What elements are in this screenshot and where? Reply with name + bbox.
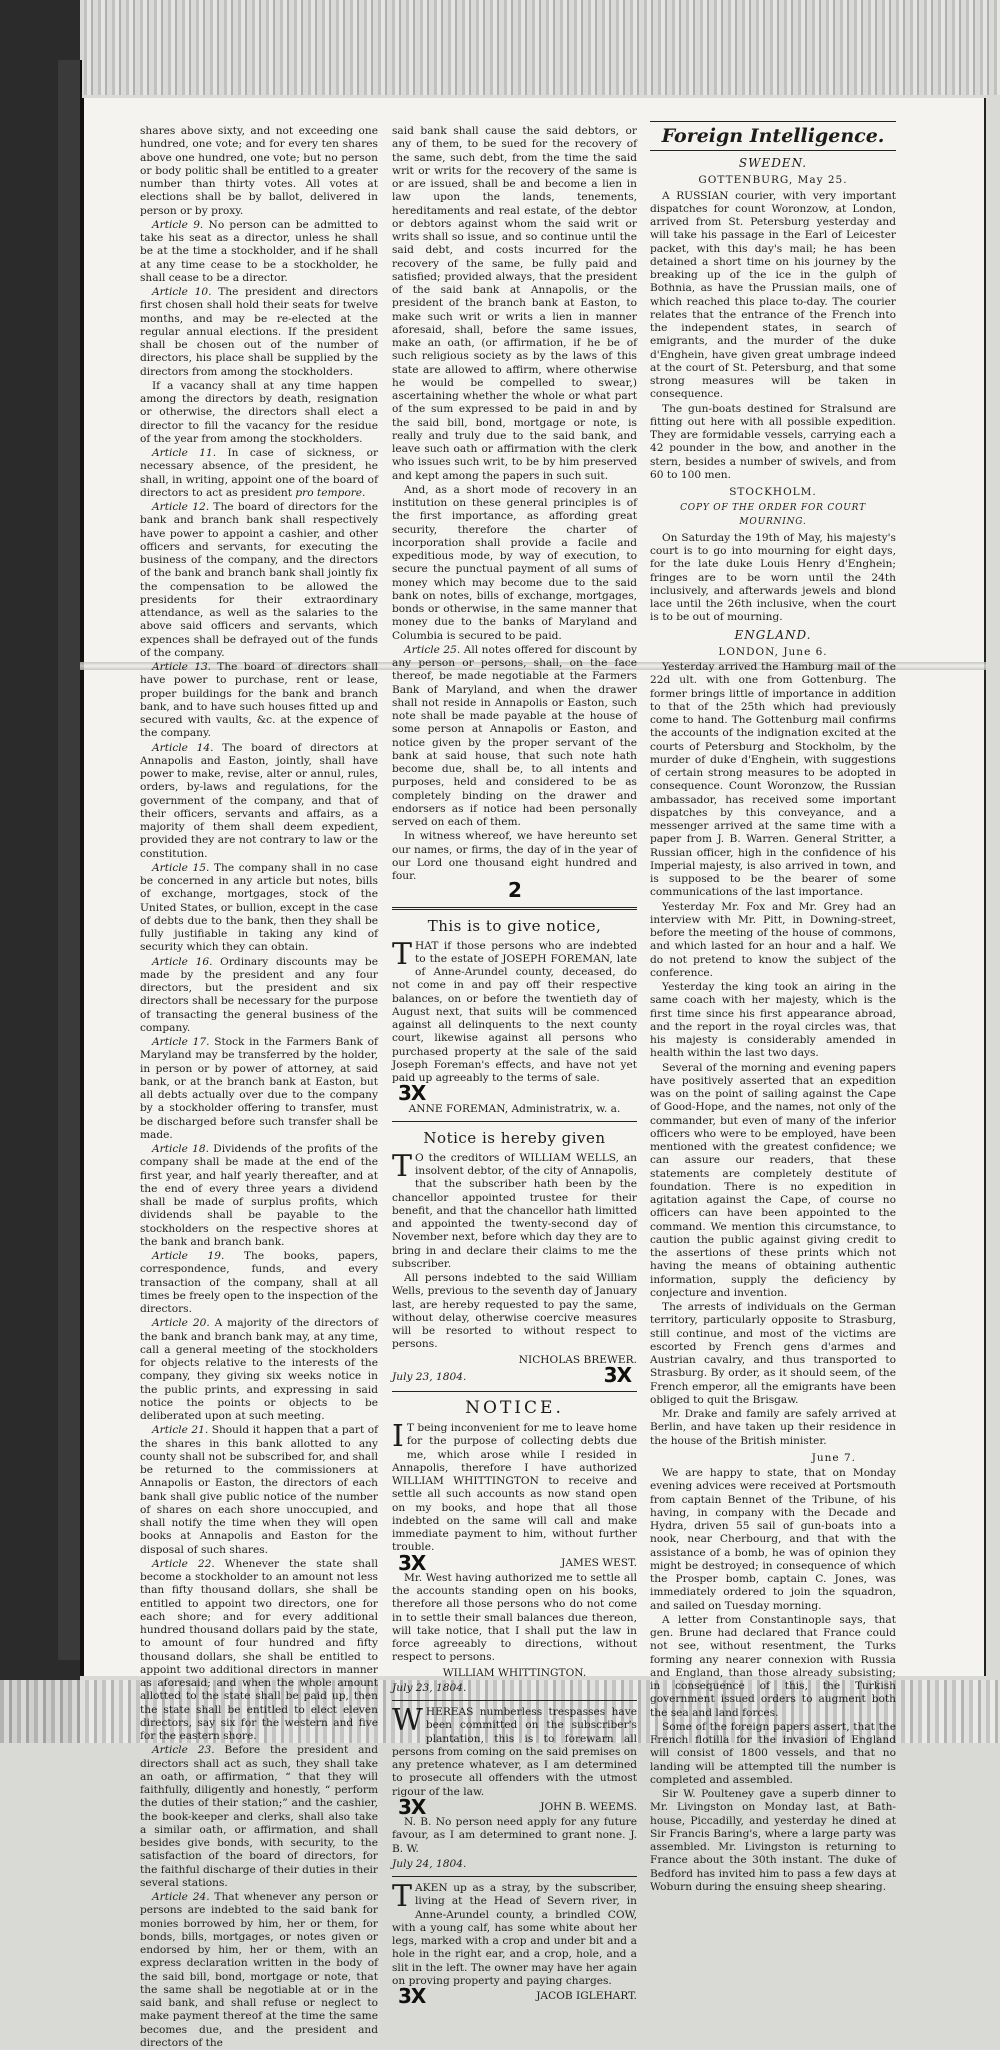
paragraph: A RUSSIAN courier, with very important dispatches for count Woronzow, at London, arrived from St. Petersburg yesterday and will take his passage in the Earl of Leicester packet, with this day's mail; he has been detained a short time on his journey by the breaking up of the ice in the gulph of Bothnia, as have the Prussian mails, one of which reached this place to-day. The courier relates that the entrance of the French into the independent states, in search of emigrants, and the murder of the duke d'Enghein, have given great umbrage indeed at the court of St. Petersburg, and that some strong measures will be taken in consequence. bbox=[650, 189, 896, 401]
divider bbox=[392, 1876, 637, 1877]
signature-row bbox=[392, 1362, 637, 1387]
paragraph: On Saturday the 19th of May, his majesty's court is to go into mourning for eight days, for the late duke Louis Henry d'Enghein; fringes are to be worn until the 24th inclusively, and afterwards jewels and blond lace until the 26th inclusive, when the court is to be out of mourning. bbox=[650, 531, 896, 624]
signature-row bbox=[392, 1081, 637, 1106]
article-19: Article 19. The books, papers, correspondence, funds, and every transaction of the company, shall at all times be freely open to the inspection of the directors. bbox=[140, 1250, 379, 1315]
article-25: Article 25. All notes offered for discount by any person or persons, shall, on the face thereof, be made negotiable at the Farmers Bank of Maryland, and when the drawer shall not reside in Annapolis or Easton, such note shall be made payable at the house of some person at Annapolis or Easton, and notice given by the proper servant of the bank at said house, that such note hath become due, shall be, to all intents and purposes, held and considered to be as completely binding on the drawer and endorsers as if notice had been personally served on each of them. bbox=[392, 643, 637, 828]
handwritten-mark: 3X bbox=[398, 1081, 426, 1106]
paragraph: The arrests of individuals on the German territory, particularly opposite to Strasburg, still continue, and most of the victims are escorted by French gens d'armes and Austrian cavalry, and thus transported to Strasburg. By order, as it should seem, of the French emperor, all the emigrants have been obliged to quit the Brisgaw. bbox=[650, 1301, 896, 1406]
paragraph: Yesterday arrived the Hamburg mail of the 22d ult. with one from Gottenburg. The former brings little of importance in addition to that of the 25th which had previously come to hand. The Gottenburg mail confirms the accounts of the indignation excited at the courts of Petersburg and Stockholm, by the murder of duke d'Enghein, with suggestions of certain strong measures to be adopted in consequence. Count Woronzow, the Russian ambassador, has received some important dispatches by this conveyance, and a messenger arrived at the same time with a paper from J. B. Warren. General Stritter, a Russian officer, high in the confidence of his Imperial majesty, is also arrived in town, and is supposed to be the bearer of some communications of the last importance. bbox=[650, 661, 896, 899]
column-notices bbox=[392, 125, 637, 2008]
article-11: Article 11. In case of sickness, or necessary absence, of the president, he shall, in writing, appoint one of the board of directors to act as president pro tempore. bbox=[140, 447, 379, 499]
paragraph: Mr. West having authorized me to settle all the accounts standing open on his books, therefore all those persons who do not come in to settle their small balances due thereon, will take notice, that I shall put the law in force agreeably to directions, without respect to persons. bbox=[392, 1571, 637, 1664]
paragraph: And, as a short mode of recovery in an institution on these general principles is of the first importance, as affording great security, therefore the charter of incorporation shall provide a facile and expeditious mode, by way of execution, to secure the punctual payment of all sums of money which may become due to the said bank on notes, bills of exchange, mortgages, bonds or otherwise, in the same manner that money due to the banks of Maryland and Columbia is secured to be paid. bbox=[392, 483, 637, 642]
handwritten-mark: 3X bbox=[398, 1550, 426, 1575]
article-23: Article 23. Before the president and directors shall act as such, they shall take an oath, or affirmation, “ that they will faithfully, diligently and honestly, “ perform the duties of their station;” and the cashier, the book-keeper and clerks, shall also take a similar oath, or affirmation, and shall besides give bonds, with security, to the satisfaction of the board of directors, for the faithful discharge of their duties in their several stations. bbox=[140, 1744, 379, 1889]
article-17: Article 17. Stock in the Farmers Bank of Maryland may be transferred by the holder, in person or by power of attorney, at said bank, or at the branch bank at Easton, but all debts actually over due to the company by a stockholder offering to transfer, must be discharged before such transfer shall be made. bbox=[140, 1036, 378, 1141]
article-9: Article 9. No person can be admitted to take his seat as a director, unless he shall be at the time a stockholder, and if he shall at any time cease to be a stockholder, he shall cease to be a director. bbox=[140, 218, 378, 284]
notice-title: Notice is hereby given bbox=[423, 1128, 606, 1147]
notice-weems: WHEREAS numberless trespasses have been committed on the subscriber's plantation, this is to forewarn all persons from coming on the said premises on any pretence whatever, as I am determined to prosecute all offenders with the utmost rigour of the law. bbox=[392, 1703, 637, 1798]
notice-foreman: THAT if those persons who are indebted to the estate of JOSEPH FOREMAN, late of Anne-Arundel county, deceased, do not come in and pay off their respective balances, on or before the twentieth day of August next, that suits will be commenced against all delinquents to the next county court, likewise against all persons who purchased property at the sale of the said Joseph Foreman's effects, and have not yet paid up agreeably to the terms of sale. bbox=[392, 936, 637, 1084]
signature: WILLIAM WHITTINGTON. bbox=[442, 1666, 587, 1679]
signature-row bbox=[392, 1984, 637, 2008]
paragraph: shares above sixty, and not exceeding one hundred, one vote; and for every ten shares above one hundred, one vote; but no person or body politic shall be entitled to a greater number than thirty votes. All votes at elections shall be by ballot, delivered in person or by proxy. bbox=[140, 125, 378, 217]
subheading: COPY OF THE ORDER FOR COURT MOURNING. bbox=[680, 503, 866, 527]
place-dateline: LONDON, June 6. bbox=[718, 645, 828, 658]
paragraph: Mr. Drake and family are safely arrived at Berlin, and have taken up their residence in the house of the British minister. bbox=[650, 1408, 896, 1447]
signature: JACOB IGLEHART. bbox=[536, 1990, 637, 2002]
article-13: Article 13. The board of directors shall have power to purchase, rent or lease, proper buildings for the bank and branch bank, and to have such houses fitted up and secured with vaults, &c. at the expence of the company. bbox=[140, 661, 378, 740]
place-dateline: GOTTENBURG, May 25. bbox=[698, 174, 848, 187]
article-18: Article 18. Dividends of the profits of the company shall be made at the end of the first year, and half yearly thereafter, and at the end of every three years a dividend shall be made of surplus profits, which dividends shall be payable to the stockholders on the respective shores at the bank and branch bank. bbox=[140, 1143, 379, 1248]
signature: JAMES WEST. bbox=[561, 1556, 637, 1569]
divider bbox=[392, 1700, 637, 1701]
signature: NICHOLAS BREWER. bbox=[518, 1353, 637, 1366]
dateline: July 23, 1804. bbox=[392, 1370, 467, 1383]
article-10: Article 10. The president and directors first chosen shall hold their seats for twelve months, and may be re-elected at the regular annual elections. If the president shall be chosen out of the number of directors, his place shall be supplied by the directors from among the stockholders. bbox=[140, 286, 379, 378]
article-12: Article 12. The board of directors for the bank and branch bank shall respectively have power to appoint a cashier, and other officers and servants, for executing the business of the company, and the directors of the bank and branch bank shall jointly fix the compensation to be allowed the presidents for their extraordinary attendance, as well as the salaries to the above said officers and servants, which expences shall be defrayed out of the funds of the company. bbox=[140, 501, 378, 659]
notice-iglehart: TAKEN up as a stray, by the subscriber, living at the Head of Severn river, in Anne-Arundel county, a brindled COW, with a young calf, has some white about her legs, marked with a crop and under bit and a hole in the right ear, and a crop, hole, and a slit in the left. The owner may have her again on proving property and paying charges. bbox=[392, 1879, 637, 1987]
article-15: Article 15. The company shall in no case be concerned in any article but notes, bills of exchange, mortgages, stock of the United States, or bullion, except in the case of debts due to the bank, then they shall be fully justifiable in taking any kind of security which they can obtain. bbox=[140, 861, 378, 954]
paragraph: Yesterday the king took an airing in the same coach with her majesty, which is the first time since his first appearance abroad, and the report in the royal circles was, that his majesty is considerably amended in health within the last two days. bbox=[650, 981, 896, 1060]
notice-west: I T being inconvenient for me to leave home for the purpose of collecting debts due me, which arose while I resided in Annapolis, therefore I have authorized WILLIAM WHITTINGTON to receive and settle all such accounts as now stand open on my books, and hope that all those indebted on the same will call and make immediate payment to him, without further trouble. bbox=[392, 1419, 637, 1554]
paragraph: The gun-boats destined for Stralsund are fitting out here with all possible expedition. They are formidable vessels, carrying each a 42 pounder in the bow, and another in the stern, besides a number of swivels, and from 60 to 100 men. bbox=[650, 402, 896, 481]
handwritten-mark: 3X bbox=[398, 1984, 426, 2008]
scan-border-top bbox=[0, 0, 1000, 95]
signature: JOHN B. WEEMS. bbox=[540, 1800, 637, 1813]
paragraph: Sir W. Poulteney gave a superb dinner to Mr. Livingston on Monday last, at Bath-house, Piccadilly, and yesterday he dined at Sir Francis Baring's, where a large party was assembled. Mr. Livingston is returning to France about the 30th instant. The duke of Bedford has invited him to pass a few days at Woburn during the ensuing sheep shearing. bbox=[650, 1788, 896, 1893]
dateline: July 24, 1804. bbox=[392, 1857, 467, 1870]
divider bbox=[392, 907, 637, 910]
paragraph: N. B. No person need apply for any future favour, as I am determined to grant none. J. B. W. bbox=[392, 1816, 637, 1855]
article-16: Article 16. Ordinary discounts may be made by the president and any four directors, but the president and six directors shall be necessary for the purpose of transacting the general business of the company. bbox=[140, 955, 378, 1034]
signature-row bbox=[392, 1794, 637, 1819]
article-22: Article 22. Whenever the state shall become a stockholder to an amount not less than fifty thousand dollars, she shall be entitled to appoint two directors, one for each shore; and for every additional hundred thousand dollars paid by the state, to amount of four hundred and fifty thousand dollars, she shall be entitled to appoint two additional directors in manner as aforesaid; and when the whole amount allotted to the state shall be paid up, then the state shall be entitled to elect eleven directors, say six for the western and five for the eastern shore. bbox=[140, 1557, 379, 1742]
article-20: Article 20. A majority of the directors of the bank and branch bank may, at any time, call a general meeting of the stockholders for objects relative to the interests of the company, they giving six weeks notice in the public prints, and expressing in said notice the points or objects to be deliberated upon at such meeting. bbox=[140, 1317, 378, 1422]
section-masthead: Foreign Intelligence. bbox=[650, 121, 896, 151]
article-24: Article 24. That whenever any person or persons are indebted to the said bank for monies borrowed by him, her or them, for bonds, bills, mortgages, or notes given or endorsed by him, her or them, with an express declaration written in the body of the said bill, bond, mortgage or note, that the same shall be negotiable at or in the said bank, and shall refuse or neglect to make payment thereof at the time the same becomes due, and the president and directors of the bbox=[140, 1891, 378, 2049]
signature: ANNE FOREMAN, Administratrix, w. a. bbox=[408, 1102, 621, 1115]
signature-row bbox=[392, 1550, 637, 1575]
article-14: Article 14. The board of directors at Annapolis and Easton, jointly, shall have power to make, revise, alter or annul, rules, orders, by-laws and regulations, for the government of the company, and that of their officers, servants and affairs, as a majority of them shall deem expedient, provided they are not contrary to law or the constitution. bbox=[140, 741, 378, 860]
paragraph: Several of the morning and evening papers have positively asserted that an expedition was on the point of sailing against the Cape of Good-Hope, and the names, not only of the commander, but even of many of the inferior officers who were to be employed, have been mentioned with the greatest confidence; we can assure our readers, that these statements are completely destitute of foundation. There is no expedition in agitation against the Cape, of course no officers can have been appointed to the command. We mention this circumstance, to caution the public against giving credit to the assertions of these prints which not having the means of obtaining authentic information, supply the deficiency by conjecture and invention. bbox=[650, 1061, 896, 1299]
article-21: Article 21. Should it happen that a part of the shares in this bank allotted to any county shall not be subscribed for, and shall be returned to the commissioners at Annapolis or Easton, the directors of each bank shall give public notice of the number of shares on each shore unoccupied, and shall notify the time when they will open books at Annapolis and Easton for the disposal of such shares. bbox=[140, 1424, 378, 1556]
scan-binding-left bbox=[0, 0, 80, 1743]
handwritten-mark: 3X bbox=[603, 1362, 631, 1387]
paragraph: said bank shall cause the said debtors, or any of them, to be sued for the recovery of the same, such debt, from the time the said writ or writs for the recovery of the same is or are issued, shall be and become a lien in law upon the lands, tenements, hereditaments and real estate, of the debtor or debtors against whom the said writ or writs shall so issue, and so continue until the said debt, and costs incurred for the recovery of the same, be fully paid and satisfied; provided always, that the president of the said bank at Annapolis, or the president of the branch bank at Easton, to make such writ or writs a lien in manner aforesaid, shall, before the same issues, make an oath, (or affirmation, if he be of such religious society as by the laws of this state are allowed to affirm, where otherwise he would be compelled to swear,) ascertaining whether the whole or what part of the sum expressed to be paid in and by the said bill, bond, mortgage or note, is really and truly due to the said bank, and leave such oath or affirmation with the clerk who issues such writ, to be by him preserved and kept among the papers in such suit. bbox=[392, 125, 637, 482]
paragraph: All persons indebted to the said William Wells, previous to the seventh day of January last, are hereby requested to pay the same, without delay, otherwise coercive measures will be resorted to without respect to persons. bbox=[392, 1272, 637, 1351]
place-dateline: STOCKHOLM. bbox=[729, 486, 817, 498]
paragraph: If a vacancy shall at any time happen among the directors by death, resignation or otherwise, the directors shall elect a director to fill the vacancy for the residue of the year from among the stockholders. bbox=[140, 379, 378, 445]
witness-clause: In witness whereof, we have hereunto set our names, or firms, the day of in the year of our Lord one thousand eight hundred and four. bbox=[392, 830, 637, 882]
country-heading: ENGLAND. bbox=[734, 627, 812, 642]
column-bank-articles bbox=[140, 125, 379, 2049]
paragraph: Yesterday Mr. Fox and Mr. Grey had an interview with Mr. Pitt, in Downing-street, before the meeting of the house of commons, and which lasted for an hour and a half. We do not pretend to know the subject of the conference. bbox=[650, 900, 896, 979]
notice-title: NOTICE. bbox=[465, 1398, 564, 1418]
handwritten-mark: 3X bbox=[398, 1794, 426, 1819]
paragraph: A letter from Constantinople says, that gen. Brune had declared that France could not see, without resentment, the Turks forming any nearer connexion with Russia and England, than those already subsisting; in consequence of this, the Turkish government issued orders to augment both the sea and land forces. bbox=[650, 1613, 896, 1719]
notice-title: This is to give notice, bbox=[427, 916, 602, 935]
paragraph: Some of the foreign papers assert, that the French flotilla for the invasion of England will consist of 1800 vessels, and that no landing will be attempted till the number is completed and assembled. bbox=[650, 1720, 896, 1786]
paragraph: We are happy to state, that on Monday evening advices were received at Portsmouth from captain Bennet of the Tribune, of his having, in company with the Decade and Hydra, driven 55 sail of gun-boats into a nook, near Cherbourg, and that with the assistance of a bomb, he was of opinion they might be destroyed; in consequence of which the Prosper bomb, captain C. Jones, was immediately ordered to join the squadron, and sailed on Tuesday morning. bbox=[650, 1467, 896, 1612]
notice-wells: T O the creditors of WILLIAM WELLS, an insolvent debtor, of the city of Annapolis, that the subscriber hath been by the chancellor appointed trustee for their benefit, and that the chancellor hath limitted and appointed the twenty-second day of November next, before which day they are to bring in and declare their claims to me the subscriber. bbox=[392, 1148, 637, 1270]
place-dateline: June 7. bbox=[811, 1451, 856, 1464]
dateline: July 23, 1804. bbox=[392, 1681, 467, 1694]
handwritten-mark: 2 bbox=[508, 878, 521, 903]
divider bbox=[392, 1391, 637, 1392]
divider bbox=[392, 1121, 637, 1122]
country-heading: SWEDEN. bbox=[738, 156, 808, 170]
column-foreign-intelligence bbox=[650, 125, 896, 1893]
